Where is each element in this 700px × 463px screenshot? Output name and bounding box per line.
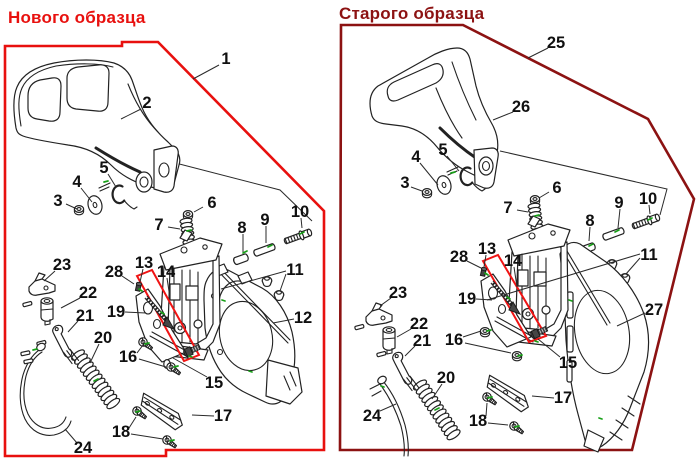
callout-24: 24 xyxy=(73,439,93,457)
callout-27: 27 xyxy=(644,301,664,319)
nut-3-old xyxy=(422,189,431,198)
callout-7: 7 xyxy=(503,199,513,217)
callout-5: 5 xyxy=(438,141,448,159)
callout-4: 4 xyxy=(411,148,421,166)
callout-9: 9 xyxy=(614,194,624,212)
callout-leader-18 xyxy=(131,434,163,439)
assembly-axis-line xyxy=(160,159,312,221)
pin-small-b-old xyxy=(377,351,387,357)
bolt-10-old xyxy=(631,212,661,230)
callout-leader-3 xyxy=(411,187,422,191)
latch-23 xyxy=(29,273,55,295)
callout-leader-18 xyxy=(488,423,508,425)
hand-guard-old xyxy=(370,48,498,188)
callout-2: 2 xyxy=(142,94,152,112)
callout-14: 14 xyxy=(156,263,176,281)
screw-18b-old xyxy=(508,420,525,436)
callout-leader-7 xyxy=(168,227,180,229)
callout-6: 6 xyxy=(207,194,217,212)
callout-18: 18 xyxy=(468,412,488,430)
callout-20: 20 xyxy=(436,369,456,387)
callout-17: 17 xyxy=(553,389,573,407)
callout-28: 28 xyxy=(449,248,469,266)
callout-8: 8 xyxy=(585,212,595,230)
callout-15: 15 xyxy=(204,374,224,392)
latch-23-old xyxy=(366,303,392,325)
callout-leader-16 xyxy=(463,331,481,337)
callout-28: 28 xyxy=(104,263,124,281)
callout-15: 15 xyxy=(558,354,578,372)
callout-23: 23 xyxy=(388,284,408,302)
callout-leader-11 xyxy=(626,258,640,274)
callout-leader-11 xyxy=(280,274,286,291)
screw-16b xyxy=(165,361,182,377)
callout-19: 19 xyxy=(457,290,477,308)
nut-11a xyxy=(262,277,272,287)
guide-plate-17 xyxy=(137,390,186,432)
callout-8: 8 xyxy=(237,219,247,237)
callout-3: 3 xyxy=(53,192,63,210)
callout-21: 21 xyxy=(412,332,432,350)
guide-plate-17-old xyxy=(483,372,532,414)
pin-small-a-old xyxy=(355,324,365,330)
callout-10: 10 xyxy=(290,203,310,221)
callout-leader-28 xyxy=(122,276,134,284)
sprocket-cover-27 xyxy=(558,241,649,452)
callout-16: 16 xyxy=(118,348,138,366)
pivot-block-22-old xyxy=(383,327,395,354)
callout-23: 23 xyxy=(52,256,72,274)
nut-16a-old xyxy=(480,328,489,337)
callout-leader-5 xyxy=(108,174,116,187)
callout-13: 13 xyxy=(477,240,497,258)
brake-band-24-new xyxy=(20,342,71,435)
pivot-block-22 xyxy=(41,298,53,325)
callout-21: 21 xyxy=(75,307,95,325)
callout-9: 9 xyxy=(260,211,270,229)
callout-7: 7 xyxy=(154,216,164,234)
callout-22: 22 xyxy=(78,284,98,302)
pin-13-old xyxy=(480,267,487,276)
screw-18b xyxy=(161,434,178,450)
callout-26: 26 xyxy=(511,98,531,116)
callout-11: 11 xyxy=(286,261,304,279)
callout-19: 19 xyxy=(106,303,126,321)
old-model-assembly xyxy=(355,34,667,456)
callout-leader-17 xyxy=(532,396,554,398)
callout-leader-28 xyxy=(467,261,481,268)
clip-5 xyxy=(113,186,137,209)
callout-3: 3 xyxy=(400,174,410,192)
callout-leader-26 xyxy=(493,112,513,120)
callout-24: 24 xyxy=(362,407,382,425)
bushing-8 xyxy=(233,253,249,265)
callout-5: 5 xyxy=(99,159,109,177)
callout-25: 25 xyxy=(546,34,566,52)
old-model-title: Старого образца xyxy=(339,4,485,23)
callout-leader-6 xyxy=(194,207,203,212)
callout-18: 18 xyxy=(111,423,131,441)
callout-leader-17 xyxy=(192,415,214,416)
nut-3 xyxy=(74,206,83,215)
new-model-title: Нового образца xyxy=(8,8,146,27)
new-model-assembly xyxy=(14,50,313,457)
callout-20: 20 xyxy=(93,329,113,347)
callout-1: 1 xyxy=(221,50,231,68)
callout-leader-25 xyxy=(528,48,548,58)
callout-10: 10 xyxy=(638,190,658,208)
callout-leader-16 xyxy=(137,345,143,353)
pin-small-a xyxy=(23,301,33,307)
callout-leader-4 xyxy=(420,163,438,185)
callout-12: 12 xyxy=(293,309,313,327)
callout-leader-4 xyxy=(81,188,92,202)
callout-4: 4 xyxy=(72,173,82,191)
callout-14: 14 xyxy=(503,252,523,270)
callout-6: 6 xyxy=(552,179,562,197)
hand-guard-new xyxy=(14,60,180,192)
callout-leader-1 xyxy=(193,65,219,79)
callout-leader-7 xyxy=(517,210,528,212)
callout-leader-6 xyxy=(539,192,549,198)
clip-tab xyxy=(99,183,110,191)
pin-9-old xyxy=(602,227,625,240)
bolt-10 xyxy=(283,227,313,245)
callout-11: 11 xyxy=(640,246,658,264)
callout-17: 17 xyxy=(213,407,233,425)
callout-13: 13 xyxy=(134,254,154,272)
callout-16: 16 xyxy=(444,331,464,349)
callout-22: 22 xyxy=(409,315,429,333)
